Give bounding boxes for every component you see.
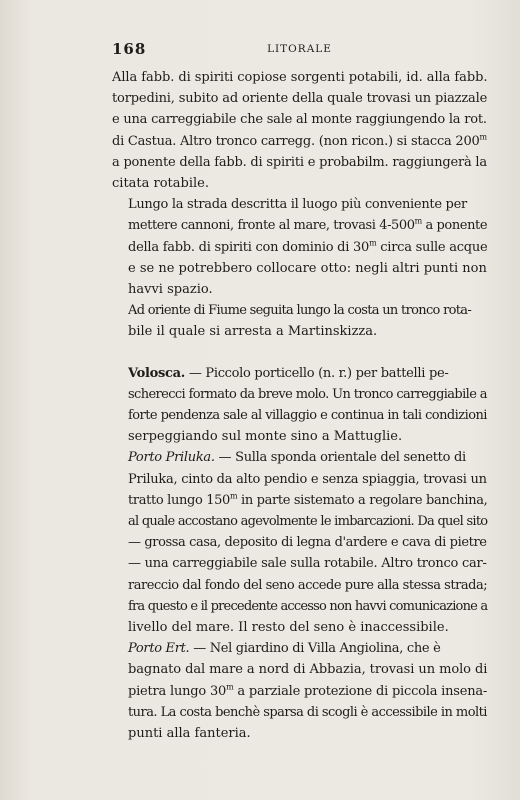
place-name-porto-priluka: Porto Priluka. xyxy=(128,450,215,466)
paragraph-porto-ert xyxy=(112,638,487,744)
paragraph-cannoni xyxy=(112,194,487,300)
text-line: Alla fabb. di spiriti copiose sorgenti potabili, id. alla fabb. xyxy=(112,70,488,85)
text-line: tratto lungo 150$^m$ in parte sistemato a regolare banchina, xyxy=(128,491,488,508)
text-line: havvi spazio. xyxy=(128,282,213,298)
text-line: serpeggiando sul monte sino a Mattuglie. xyxy=(128,429,403,445)
text-line-rest: — Nel giardino di Villa Angiolina, che è xyxy=(189,641,441,657)
paragraph-fabbrica-spiriti xyxy=(112,67,487,194)
unit-superscript: m xyxy=(369,238,377,248)
text-line xyxy=(112,363,487,384)
text-line: forte pendenza sale al villaggio e continua in tali condizioni xyxy=(128,408,487,424)
text-line: — grossa casa, deposito di legna d'ardere e cava di pietre xyxy=(128,535,487,551)
text-line: — una carreggiabile sale sulla rotabile. Altro tronco car- xyxy=(128,556,487,572)
page-number: 168 xyxy=(112,40,147,58)
text-line: citata rotabile. xyxy=(112,176,209,192)
text-line: tura. La costa benchè sparsa di scogli è accessibile in molti xyxy=(128,704,487,720)
text-line: al quale accostano agevolmente le imbarcazioni. Da quel sito xyxy=(128,514,488,530)
text-line: bagnato dal mare a nord di Abbazia, trovasi un molo di xyxy=(128,662,488,678)
text-line: punti alla fanteria. xyxy=(128,726,251,742)
page-body xyxy=(112,67,487,744)
text-line: della fabb. di spiriti con dominio di 30$^m$ circa sulle acque xyxy=(128,238,488,255)
unit-superscript: m xyxy=(479,132,487,142)
paragraph-porto-priluka xyxy=(112,447,487,638)
text-line-rest: — Piccolo porticello (n. r.) per battelli pe- xyxy=(185,365,449,381)
text-line: pietra lungo 30$^m$ a parziale protezione di piccola insena- xyxy=(128,682,488,699)
text-line-rest: — Sulla sponda orientale del senetto di xyxy=(214,450,466,466)
text-line: livello del mare. Il resto del seno è inaccessibile. xyxy=(128,620,449,636)
text-line: Priluka, cinto da alto pendio e senza spiaggia, trovasi un xyxy=(128,471,487,487)
running-head: LITORALE xyxy=(267,43,332,55)
text-line: torpedini, subito ad oriente della quale trovasi un piazzale xyxy=(112,91,488,107)
text-line: Ad oriente di Fiume seguita lungo la costa un tronco rota- xyxy=(128,303,472,319)
text-line: rareccio dal fondo del seno accede pure alla stessa strada; xyxy=(128,577,488,593)
text-line: scherecci formato da breve molo. Un tronco carreggiabile a xyxy=(128,386,487,402)
text-line: di Castua. Altro tronco carregg. (non ricon.) si stacca 200$^m$ xyxy=(112,132,487,149)
text-line xyxy=(112,447,487,468)
paragraph-volosca xyxy=(112,363,487,448)
unit-superscript: m xyxy=(229,491,238,501)
section-gap xyxy=(112,343,487,363)
place-name-porto-ert: Porto Ert. xyxy=(128,641,190,657)
text-line: e se ne potrebbero collocare otto: negli altri punti non xyxy=(128,260,487,276)
text-line: bile il quale si arresta a Martinskizza. xyxy=(128,324,378,340)
text-line: a ponente della fabb. di spiriti e probabilm. raggiungerà la xyxy=(112,154,487,170)
unit-superscript: m xyxy=(414,217,422,227)
text-line: e una carreggiabile che sale al monte raggiungendo la rot. xyxy=(112,112,487,128)
paragraph-martinskizza xyxy=(112,300,487,342)
text-line: mettere cannoni, fronte al mare, trovasi 4-500$^m$ a ponente xyxy=(128,217,488,234)
text-line: fra questo e il precedente accesso non havvi comunicazione a xyxy=(128,598,488,614)
unit-superscript: m xyxy=(226,682,234,692)
text-line xyxy=(112,638,487,659)
place-name-volosca: Volosca. xyxy=(128,365,185,381)
page-header xyxy=(112,40,487,60)
text-line: Lungo la strada descritta il luogo più conveniente per xyxy=(128,197,467,213)
